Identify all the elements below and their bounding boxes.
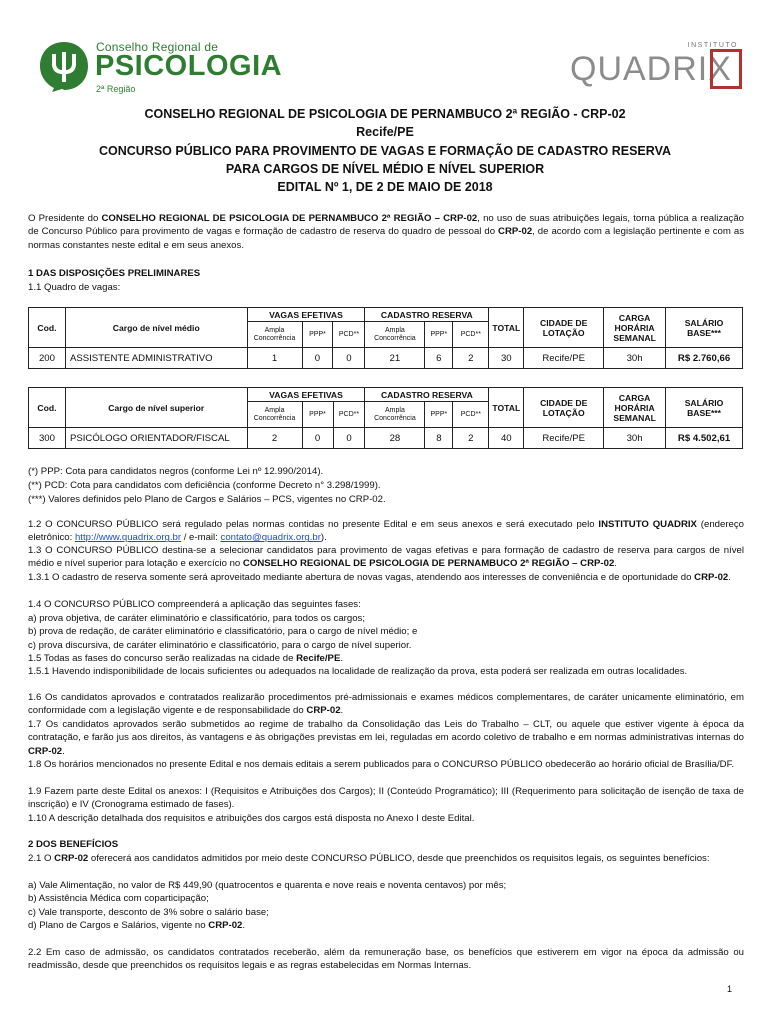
title-line-3: CONCURSO PÚBLICO PARA PROVIMENTO DE VAGAS E FORMAÇÃO DE CADASTRO RESERVA: [98, 144, 672, 158]
intro-text-2: , no uso de suas atribuições legais, torna pública a realização de Concurso Público para provimento de vagas e formação de cadastro de reserva do quadro de pessoal do: [28, 213, 745, 238]
th-cadastro-reserva: CADASTRO RESERVA: [365, 308, 489, 322]
cell-total: 40: [489, 428, 524, 449]
paragraph-1-9: 1.9 Fazem parte deste Edital os anexos: I (Requisitos e Atribuições dos Cargos); II (Conteúdo Programático); III (Requerimento para solicitação de isenção de taxa de inscrição) e IV (Cronograma estimado de fases).: [28, 786, 744, 811]
text: 1.2 O CONCURSO PÚBLICO será regulado pelas normas contidas no presente Edital e em seus anexos e será executado pelo: [28, 519, 599, 530]
bold-text: CRP-02: [306, 705, 341, 717]
title-line-5: EDITAL Nº 1, DE 2 DE MAIO DE 2018: [277, 180, 493, 194]
vacancy-table-medio: [28, 307, 743, 369]
th-carga: CARGA HORÁRIA SEMANAL: [604, 388, 666, 428]
th-vagas-efetivas: VAGAS EFETIVAS: [247, 388, 365, 402]
list-item: c) prova discursiva, de caráter eliminatório e classificatório, para o cargo de nível superior.: [28, 640, 412, 651]
intro-text-1: O Presidente do: [28, 213, 102, 224]
crp-logo-region: 2ª Região: [96, 84, 136, 94]
th-cadastro-reserva: CADASTRO RESERVA: [365, 388, 489, 402]
section-1-1: 1.1 Quadro de vagas:: [28, 282, 121, 293]
title-line-2: Recife/PE: [356, 125, 414, 139]
cell-cod: 300: [29, 428, 66, 449]
section-2-heading: 2 DOS BENEFÍCIOS: [28, 839, 119, 850]
text: 1.5 Todas as fases do concurso serão realizadas na cidade de: [28, 653, 297, 664]
th-cod: Cod.: [29, 308, 66, 348]
text: .: [242, 920, 246, 931]
cell-ve-ampla: 2: [247, 428, 302, 449]
paragraph-1-2: [28, 518, 744, 545]
th-cr-pcd: PCD**: [453, 322, 489, 348]
paragraph-1-4: 1.4 O CONCURSO PÚBLICO compreenderá a aplicação das seguintes fases:: [28, 599, 361, 610]
th-ve-pcd: PCD**: [333, 402, 365, 428]
cell-ve-pcd: 0: [333, 428, 365, 449]
cell-carga: 30h: [604, 348, 666, 369]
cell-cr-pcd: 2: [453, 348, 489, 369]
bold-text: INSTITUTO QUADRIX: [598, 519, 697, 530]
cell-cr-ampla: 21: [365, 348, 425, 369]
paragraph-1-3: [28, 544, 744, 571]
list-item: a) prova objetiva, de caráter eliminatório e classificatório, para todos os cargos;: [28, 613, 366, 624]
note-ppp: (*) PPP: Cota para candidatos negros (conforme Lei nº 12.990/2014).: [28, 466, 324, 477]
th-ve-ampla: Ampla Concorrência: [247, 402, 302, 428]
text: oferecerá aos candidatos admitidos por meio deste CONCURSO PÚBLICO, desde que preenchidos os requisitos legais, os seguintes benefícios:: [88, 853, 710, 864]
text: .: [340, 705, 344, 717]
cell-cr-ppp: 6: [425, 348, 453, 369]
list-item: [28, 919, 245, 932]
th-carga: CARGA HORÁRIA SEMANAL: [604, 308, 666, 348]
paragraph-1-10: 1.10 A descrição detalhada dos requisitos e atribuições dos cargos está disposta no Anexo I deste Edital.: [28, 813, 475, 824]
th-salario: SALÁRIO BASE***: [666, 308, 743, 348]
cell-salario: R$ 4.502,61: [666, 428, 743, 449]
th-cr-ppp: PPP*: [425, 402, 453, 428]
list-item: c) Vale transporte, desconto de 3% sobre o salário base;: [28, 907, 269, 918]
quadrix-logo: [570, 42, 742, 92]
table-row: [29, 428, 743, 449]
cell-salario: R$ 2.760,66: [666, 348, 743, 369]
section-1-heading: 1 DAS DISPOSIÇÕES PRELIMINARES: [28, 268, 201, 279]
th-cidade: CIDADE DE LOTAÇÃO: [524, 308, 604, 348]
quadrix-logo-label: INSTITUTO: [687, 42, 738, 49]
th-cr-ampla: Ampla Concorrência: [365, 322, 425, 348]
text: 1.3.1 O cadastro de reserva somente será aproveitado mediante abertura de novas vagas, atendendo aos interesses de conveniência e de oportunidade do: [28, 572, 695, 583]
paragraph-1-5: [28, 652, 343, 665]
quadrix-email-link[interactable]: contato@quadrix.org.br: [220, 532, 321, 544]
th-ve-ppp: PPP*: [302, 402, 333, 428]
vacancy-table-superior: [28, 387, 743, 449]
cell-carga: 30h: [604, 428, 666, 449]
text: ).: [320, 532, 327, 544]
th-cod: Cod.: [29, 388, 66, 428]
cell-cargo: ASSISTENTE ADMINISTRATIVO: [65, 348, 247, 369]
bold-text: CONSELHO REGIONAL DE PSICOLOGIA DE PERNAMBUCO 2ª REGIÃO – CRP-02: [242, 558, 615, 570]
cell-cargo: PSICÓLOGO ORIENTADOR/FISCAL: [65, 428, 247, 449]
th-total: TOTAL: [489, 388, 524, 428]
cell-ve-ppp: 0: [302, 348, 333, 369]
crp-logo-small-text: Conselho Regional de: [96, 40, 219, 54]
bold-text: CRP-02: [54, 853, 89, 864]
th-cargo: Cargo de nível superior: [65, 388, 247, 428]
cell-cr-ppp: 8: [425, 428, 453, 449]
text: 1.6 Os candidatos aprovados e contratados realizarão procedimentos pré-admissionais e exames médicos complementares, de caráter unicamente eliminatório, em conformidade com a legislação vigente e de responsabilidade do: [28, 692, 744, 717]
text: 1.3 O CONCURSO PÚBLICO destina-se a selecionar candidatos para provimento de vagas efetivas e para formação de cadastro de reserva para cargos de nível médio e nível superior para lotação e exercício no: [28, 545, 744, 570]
cell-ve-ampla: 1: [247, 348, 302, 369]
paragraph-2-1: [28, 852, 744, 865]
cell-ve-ppp: 0: [302, 428, 333, 449]
quadrix-logo-name: QUADRIX: [570, 50, 732, 88]
bold-text: CRP-02: [694, 572, 729, 583]
th-cr-pcd: PCD**: [453, 402, 489, 428]
quadrix-logo-box: [710, 49, 742, 89]
title-line-4: PARA CARGOS DE NÍVEL MÉDIO E NÍVEL SUPERIOR: [225, 162, 545, 176]
text: / e-mail:: [181, 532, 221, 544]
paragraph-1-5-1: 1.5.1 Havendo indisponibilidade de locais suficientes ou adequados na localidade de realização da prova, esta poderá ser realizada em outras localidades.: [28, 666, 688, 677]
text: d) Plano de Cargos e Salários, vigente no: [28, 920, 209, 931]
list-item: b) Assistência Médica com coparticipação;: [28, 893, 209, 904]
table-row: [29, 348, 743, 369]
crp-logo-title: PSICOLOGIA: [95, 50, 283, 82]
cell-total: 30: [489, 348, 524, 369]
th-vagas-efetivas: VAGAS EFETIVAS: [247, 308, 365, 322]
th-cr-ppp: PPP*: [425, 322, 453, 348]
cell-cidade: Recife/PE: [524, 428, 604, 449]
text: .: [614, 558, 617, 570]
paragraph-1-6: [28, 691, 744, 718]
cell-cr-pcd: 2: [453, 428, 489, 449]
cell-cod: 200: [29, 348, 66, 369]
bold-text: CRP-02: [208, 920, 243, 931]
note-pcd: (**) PCD: Cota para candidatos com deficiência (conforme Decreto n° 3.298/1999).: [28, 480, 381, 491]
intro-paragraph: [28, 212, 744, 252]
paragraph-1-3-1: [28, 571, 744, 584]
text: 2.1 O: [28, 853, 55, 864]
th-ve-ppp: PPP*: [302, 322, 333, 348]
quadrix-website-link[interactable]: http://www.quadrix.org.br: [74, 532, 182, 544]
crp-logo: [38, 38, 283, 100]
cell-cr-ampla: 28: [365, 428, 425, 449]
text: .: [340, 653, 344, 664]
intro-text-3: , de acordo com a legislação pertinente e com as normas constantes neste edital e em seus anexos.: [28, 226, 744, 251]
cell-cidade: Recife/PE: [524, 348, 604, 369]
bold-text: CRP-02: [28, 745, 63, 757]
page-number: 1: [726, 984, 732, 994]
th-cidade: CIDADE DE LOTAÇÃO: [524, 388, 604, 428]
th-ve-pcd: PCD**: [333, 322, 365, 348]
intro-bold-2: CRP-02: [498, 226, 533, 238]
paragraph-1-8: 1.8 Os horários mencionados no presente Edital e nos demais editais a serem publicados para o CONCURSO PÚBLICO obedecerão ao horário oficial de Brasília/DF.: [28, 759, 735, 770]
th-total: TOTAL: [489, 308, 524, 348]
cell-ve-pcd: 0: [333, 348, 365, 369]
note-salario: (***) Valores definidos pelo Plano de Cargos e Salários – PCS, vigentes no CRP-02.: [28, 494, 386, 505]
psi-symbol-icon: [38, 40, 90, 92]
paragraph-1-7: [28, 718, 744, 758]
paragraph-2-2: 2.2 Em caso de admissão, os candidatos contratados receberão, além da remuneração base, os benefícios que estiverem em vigor na época da admissão ou readmissão, desde que preenchidos os requisitos legais e as regras estabelecidas em Normas Internas.: [28, 947, 744, 972]
title-line-1: CONSELHO REGIONAL DE PSICOLOGIA DE PERNAMBUCO 2ª REGIÃO - CRP-02: [144, 107, 626, 121]
text: .: [728, 572, 731, 583]
list-item: b) prova de redação, de caráter eliminatório e classificatório, para o cargo de nível médio; e: [28, 626, 418, 637]
th-ve-ampla: Ampla Concorrência: [247, 322, 302, 348]
text: 1.7 Os candidatos aprovados serão submetidos ao regime de trabalho da Consolidação das Leis do Trabalho – CLT, ou aquele que estiver vigente à época da contratação, e farão jus aos direitos, às vantagens e às obrigações previstas em lei, reguladas em acordo coletivo de trabalho e em normas administrativas internas do: [28, 719, 744, 744]
bold-text: Recife/PE: [296, 653, 341, 664]
text: (endereço eletrônico:: [28, 519, 744, 544]
th-cr-ampla: Ampla Concorrência: [365, 402, 425, 428]
th-salario: SALÁRIO BASE***: [666, 388, 743, 428]
intro-bold-1: CONSELHO REGIONAL DE PSICOLOGIA DE PERNAMBUCO 2ª REGIÃO – CRP-02: [101, 213, 478, 224]
text: .: [62, 745, 65, 757]
th-cargo: Cargo de nível médio: [65, 308, 247, 348]
list-item: a) Vale Alimentação, no valor de R$ 449,90 (quatrocentos e quarenta e nove reais e noventa centavos) por mês;: [28, 880, 507, 891]
